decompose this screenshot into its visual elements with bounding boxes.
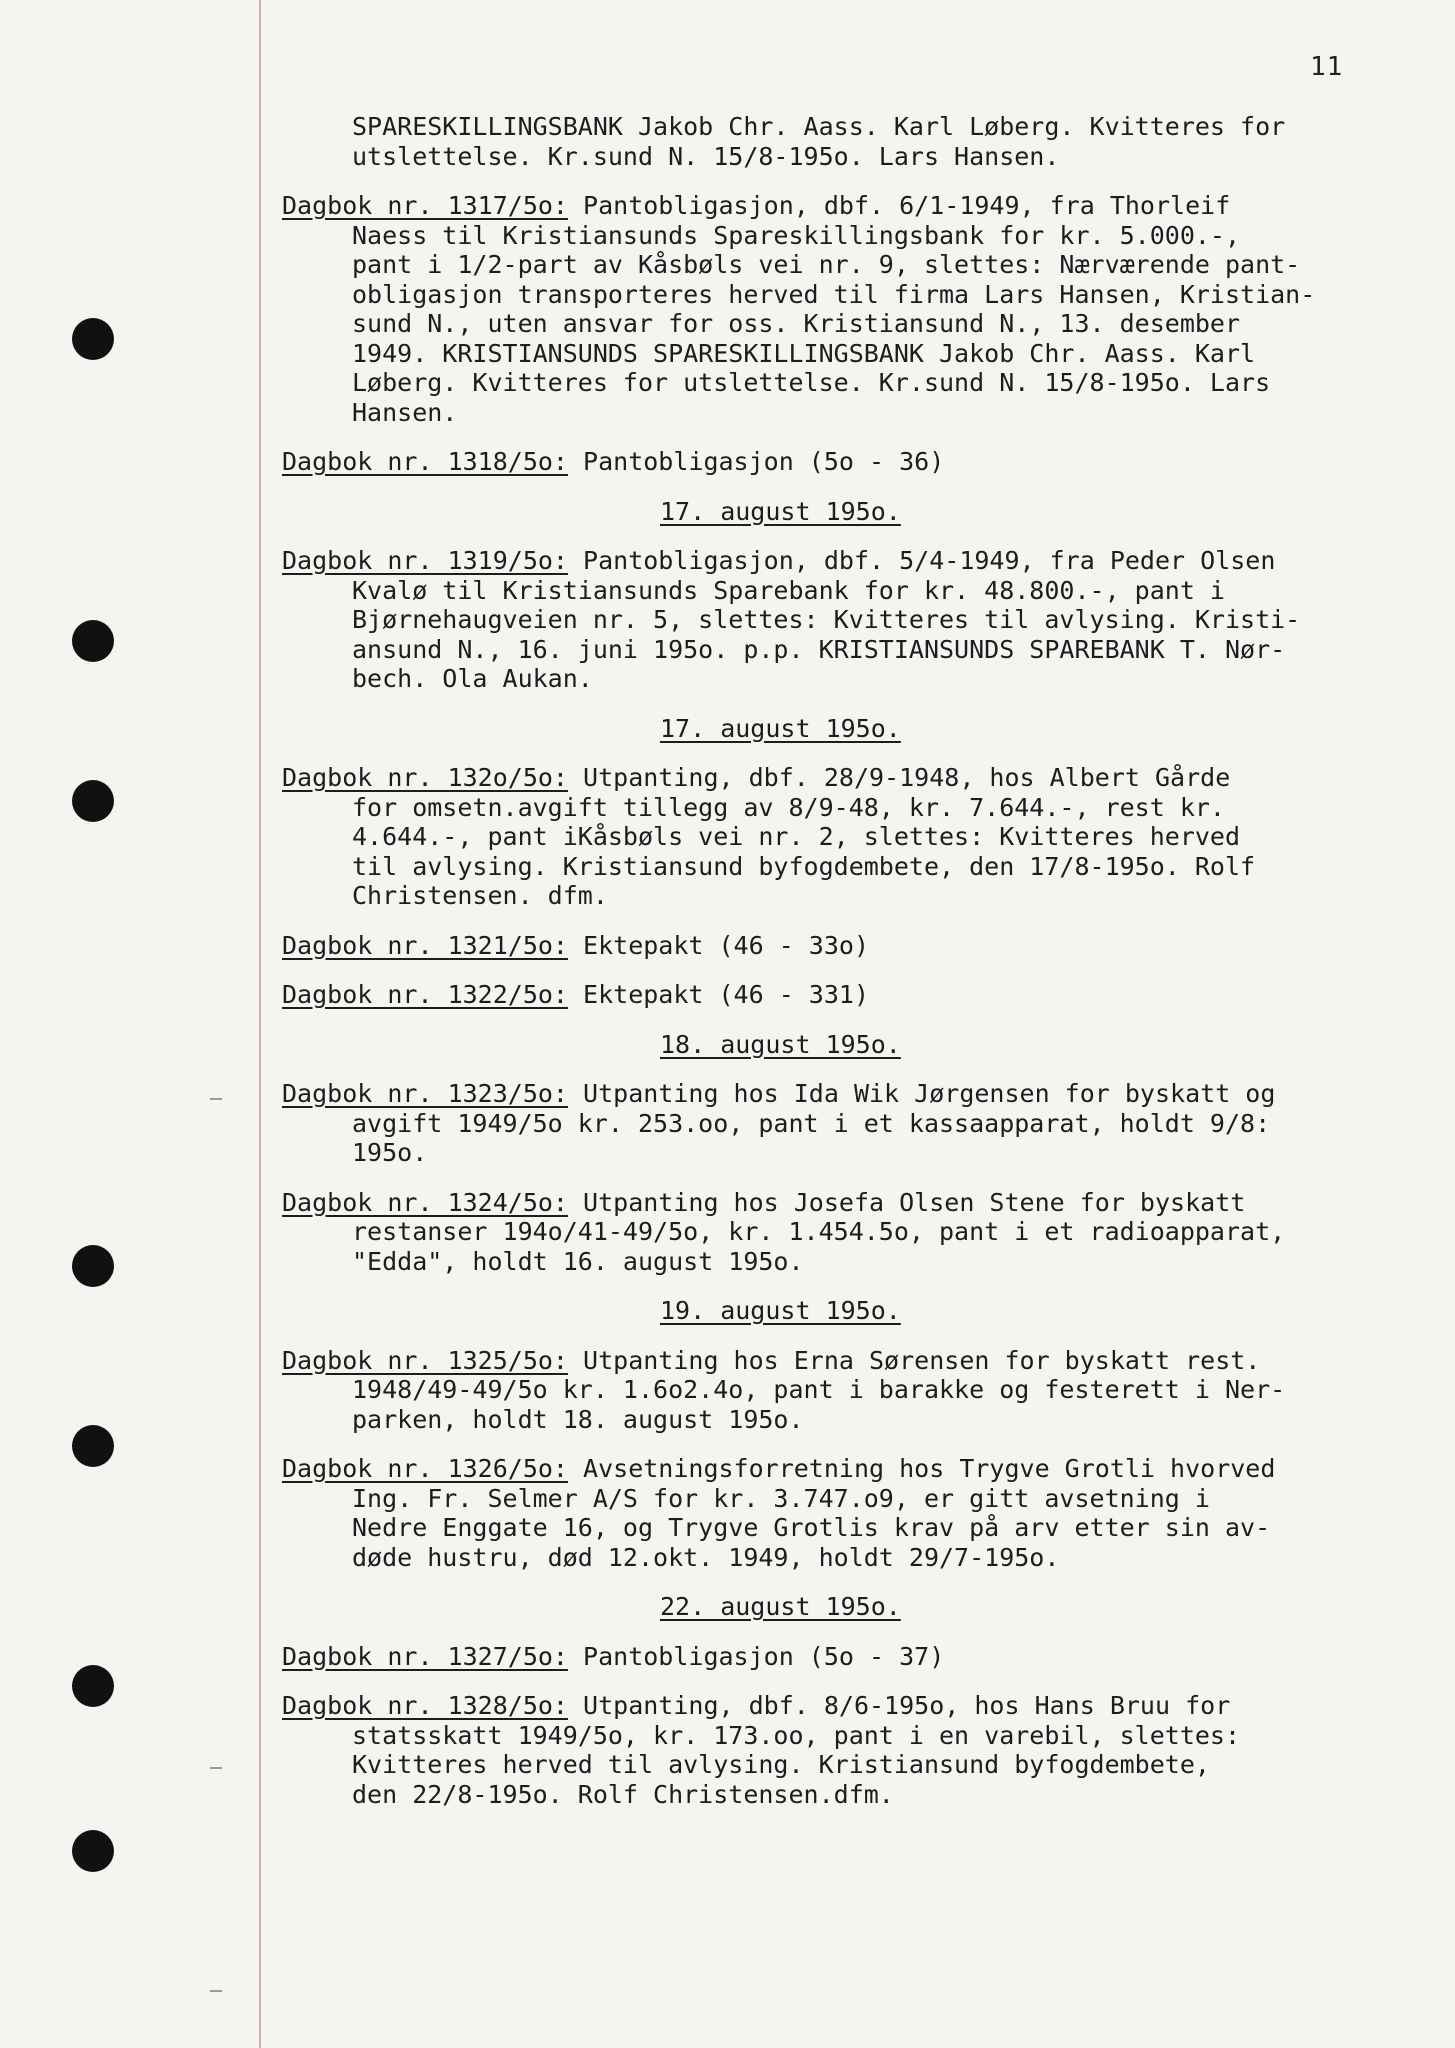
text-line: Naess til Kristiansunds Spareskillingsbank for kr. 5.000.-, [352,220,1241,250]
journal-entry [282,546,1432,694]
text-line: for omsetn.avgift tillegg av 8/9-48, kr. 7.644.-, rest kr. [352,792,1225,822]
continuation-text [282,112,1432,171]
ledger-text [282,112,1432,1829]
punch-hole [72,1665,114,1707]
text-line: statsskatt 1949/5o, kr. 173.oo, pant i en varebil, slettes: [352,1720,1241,1750]
entry-text: Utpanting hos Ida Wik Jørgensen for byskatt og [567,1079,1276,1108]
entry-first-line [282,1188,1432,1218]
text-line: Hansen. [352,397,458,427]
entry-number: Dagbok nr. 1328/5o: [282,1691,568,1720]
entry-first-line [282,1691,1432,1721]
journal-entry [282,1346,1432,1435]
text-line: obligasjon transporteres herved til firma Lars Hansen, Kristian- [352,279,1316,309]
journal-entry [282,1079,1432,1168]
journal-entry [282,191,1432,427]
entry-text: Ektepakt (46 - 331) [567,980,870,1009]
entry-number: Dagbok nr. 1323/5o: [282,1079,568,1108]
text-line: Ing. Fr. Selmer A/S for kr. 3.747.o9, er gitt avsetning i [352,1483,1210,1513]
entry-number: Dagbok nr. 1324/5o: [282,1187,568,1217]
date-heading: 19. august 195o. [660,1296,901,1325]
entry-number: Dagbok nr. 1325/5o: [282,1345,568,1375]
margin-tick [210,1990,222,1992]
date-heading: 17. august 195o. [660,496,901,526]
entry-number: Dagbok nr. 1318/5o: [282,447,568,476]
entry-first-line [282,763,1432,793]
journal-entry [282,1691,1432,1809]
date-heading: 22. august 195o. [660,1592,901,1621]
entry-first-line [282,1454,1432,1484]
entry-first-line [282,1079,1432,1109]
punch-hole [72,780,114,822]
entry-number: Dagbok nr. 132o/5o: [282,763,568,792]
text-line: avgift 1949/5o kr. 253.oo, pant i et kassaapparat, holdt 9/8: [352,1108,1271,1138]
entry-text: Utpanting, dbf. 28/9-1948, hos Albert Gårde [567,763,1231,792]
entry-text: Pantobligasjon, dbf. 5/4-1949, fra Peder Olsen [567,546,1276,575]
text-line: bech. Ola Aukan. [352,664,593,693]
entry-first-line [282,191,1432,221]
entry-number: Dagbok nr. 1317/5o: [282,191,568,220]
journal-entry [282,980,1432,1010]
punch-hole [72,620,114,662]
journal-entry [282,447,1432,477]
margin-line [259,0,261,2048]
entry-first-line [282,1346,1432,1376]
text-line: Nedre Enggate 16, og Trygve Grotlis krav på arv etter sin av- [352,1513,1271,1542]
entry-text: Pantobligasjon, dbf. 6/1-1949, fra Thorleif [567,191,1231,220]
entry-text: Ektepakt (46 - 33o) [567,930,870,960]
margin-tick [210,1098,222,1100]
text-line: den 22/8-195o. Rolf Christensen.dfm. [352,1779,894,1809]
journal-entry [282,931,1432,961]
text-line: Kvalø til Kristiansunds Sparebank for kr. 48.800.-, pant i [352,575,1225,605]
entry-number: Dagbok nr. 1322/5o: [282,980,568,1009]
page-number: 11 [1310,52,1344,82]
punch-hole [72,318,114,360]
margin-tick [210,1767,222,1769]
entry-number: Dagbok nr. 1319/5o: [282,546,568,575]
entry-text: Utpanting, dbf. 8/6-195o, hos Hans Bruu for [567,1691,1231,1720]
punch-hole [72,1425,114,1467]
entry-number: Dagbok nr. 1327/5o: [282,1641,568,1671]
text-line: SPARESKILLINGSBANK Jakob Chr. Aass. Karl Løberg. Kvitteres for [352,112,1286,141]
entry-text: Pantobligasjon (5o - 37) [567,1641,945,1671]
text-line: ansund N., 16. juni 195o. p.p. KRISTIANSUNDS SPAREBANK T. Nør- [352,634,1286,664]
entry-number: Dagbok nr. 1321/5o: [282,930,568,960]
text-line: Løberg. Kvitteres for utslettelse. Kr.sund N. 15/8-195o. Lars [352,368,1271,397]
entry-text: Pantobligasjon (5o - 36) [567,447,945,476]
date-heading: 17. august 195o. [660,713,901,743]
date-heading: 18. august 195o. [660,1029,901,1059]
entry-text: Avsetningsforretning hos Trygve Grotli hvorved [567,1454,1276,1483]
entry-text: Utpanting hos Josefa Olsen Stene for byskatt [567,1187,1246,1217]
entry-text: Utpanting hos Erna Sørensen for byskatt rest. [567,1345,1261,1375]
text-line: utslettelse. Kr.sund N. 15/8-195o. Lars Hansen. [352,141,1060,171]
text-line: sund N., uten ansvar for oss. Kristiansund N., 13. desember [352,309,1241,338]
text-line: Bjørnehaugveien nr. 5, slettes: Kvitteres til avlysing. Kristi- [352,605,1301,634]
entry-first-line [282,546,1432,576]
text-line: 1949. KRISTIANSUNDS SPARESKILLINGSBANK Jakob Chr. Aass. Karl [352,338,1256,368]
text-line: døde hustru, død 12.okt. 1949, holdt 29/7-195o. [352,1542,1060,1572]
journal-entry [282,1642,1432,1672]
journal-entry [282,1454,1432,1572]
text-line: "Edda", holdt 16. august 195o. [352,1246,804,1276]
text-line: 1948/49-49/5o kr. 1.6o2.4o, pant i barakke og festerett i Ner- [352,1375,1286,1404]
punch-hole [72,1245,114,1287]
text-line: 4.644.-, pant iKåsbøls vei nr. 2, slettes: Kvitteres herved [352,822,1241,851]
journal-entry [282,1188,1432,1277]
entry-number: Dagbok nr. 1326/5o: [282,1454,568,1483]
entry-first-line [282,1642,1432,1672]
journal-entry [282,763,1432,911]
punch-hole [72,1830,114,1872]
text-line: pant i 1/2-part av Kåsbøls vei nr. 9, slettes: Nærværende pant- [352,250,1301,279]
entry-first-line [282,931,1432,961]
text-line: 195o. [352,1138,428,1167]
text-line: restanser 194o/41-49/5o, kr. 1.454.5o, pant i et radioapparat, [352,1217,1286,1246]
text-line: parken, holdt 18. august 195o. [352,1404,804,1434]
entry-first-line [282,980,1432,1010]
text-line: Christensen. dfm. [352,881,608,910]
text-line: til avlysing. Kristiansund byfogdembete, den 17/8-195o. Rolf [352,851,1256,881]
text-line: Kvitteres herved til avlysing. Kristiansund byfogdembete, [352,1750,1210,1779]
entry-first-line [282,447,1432,477]
